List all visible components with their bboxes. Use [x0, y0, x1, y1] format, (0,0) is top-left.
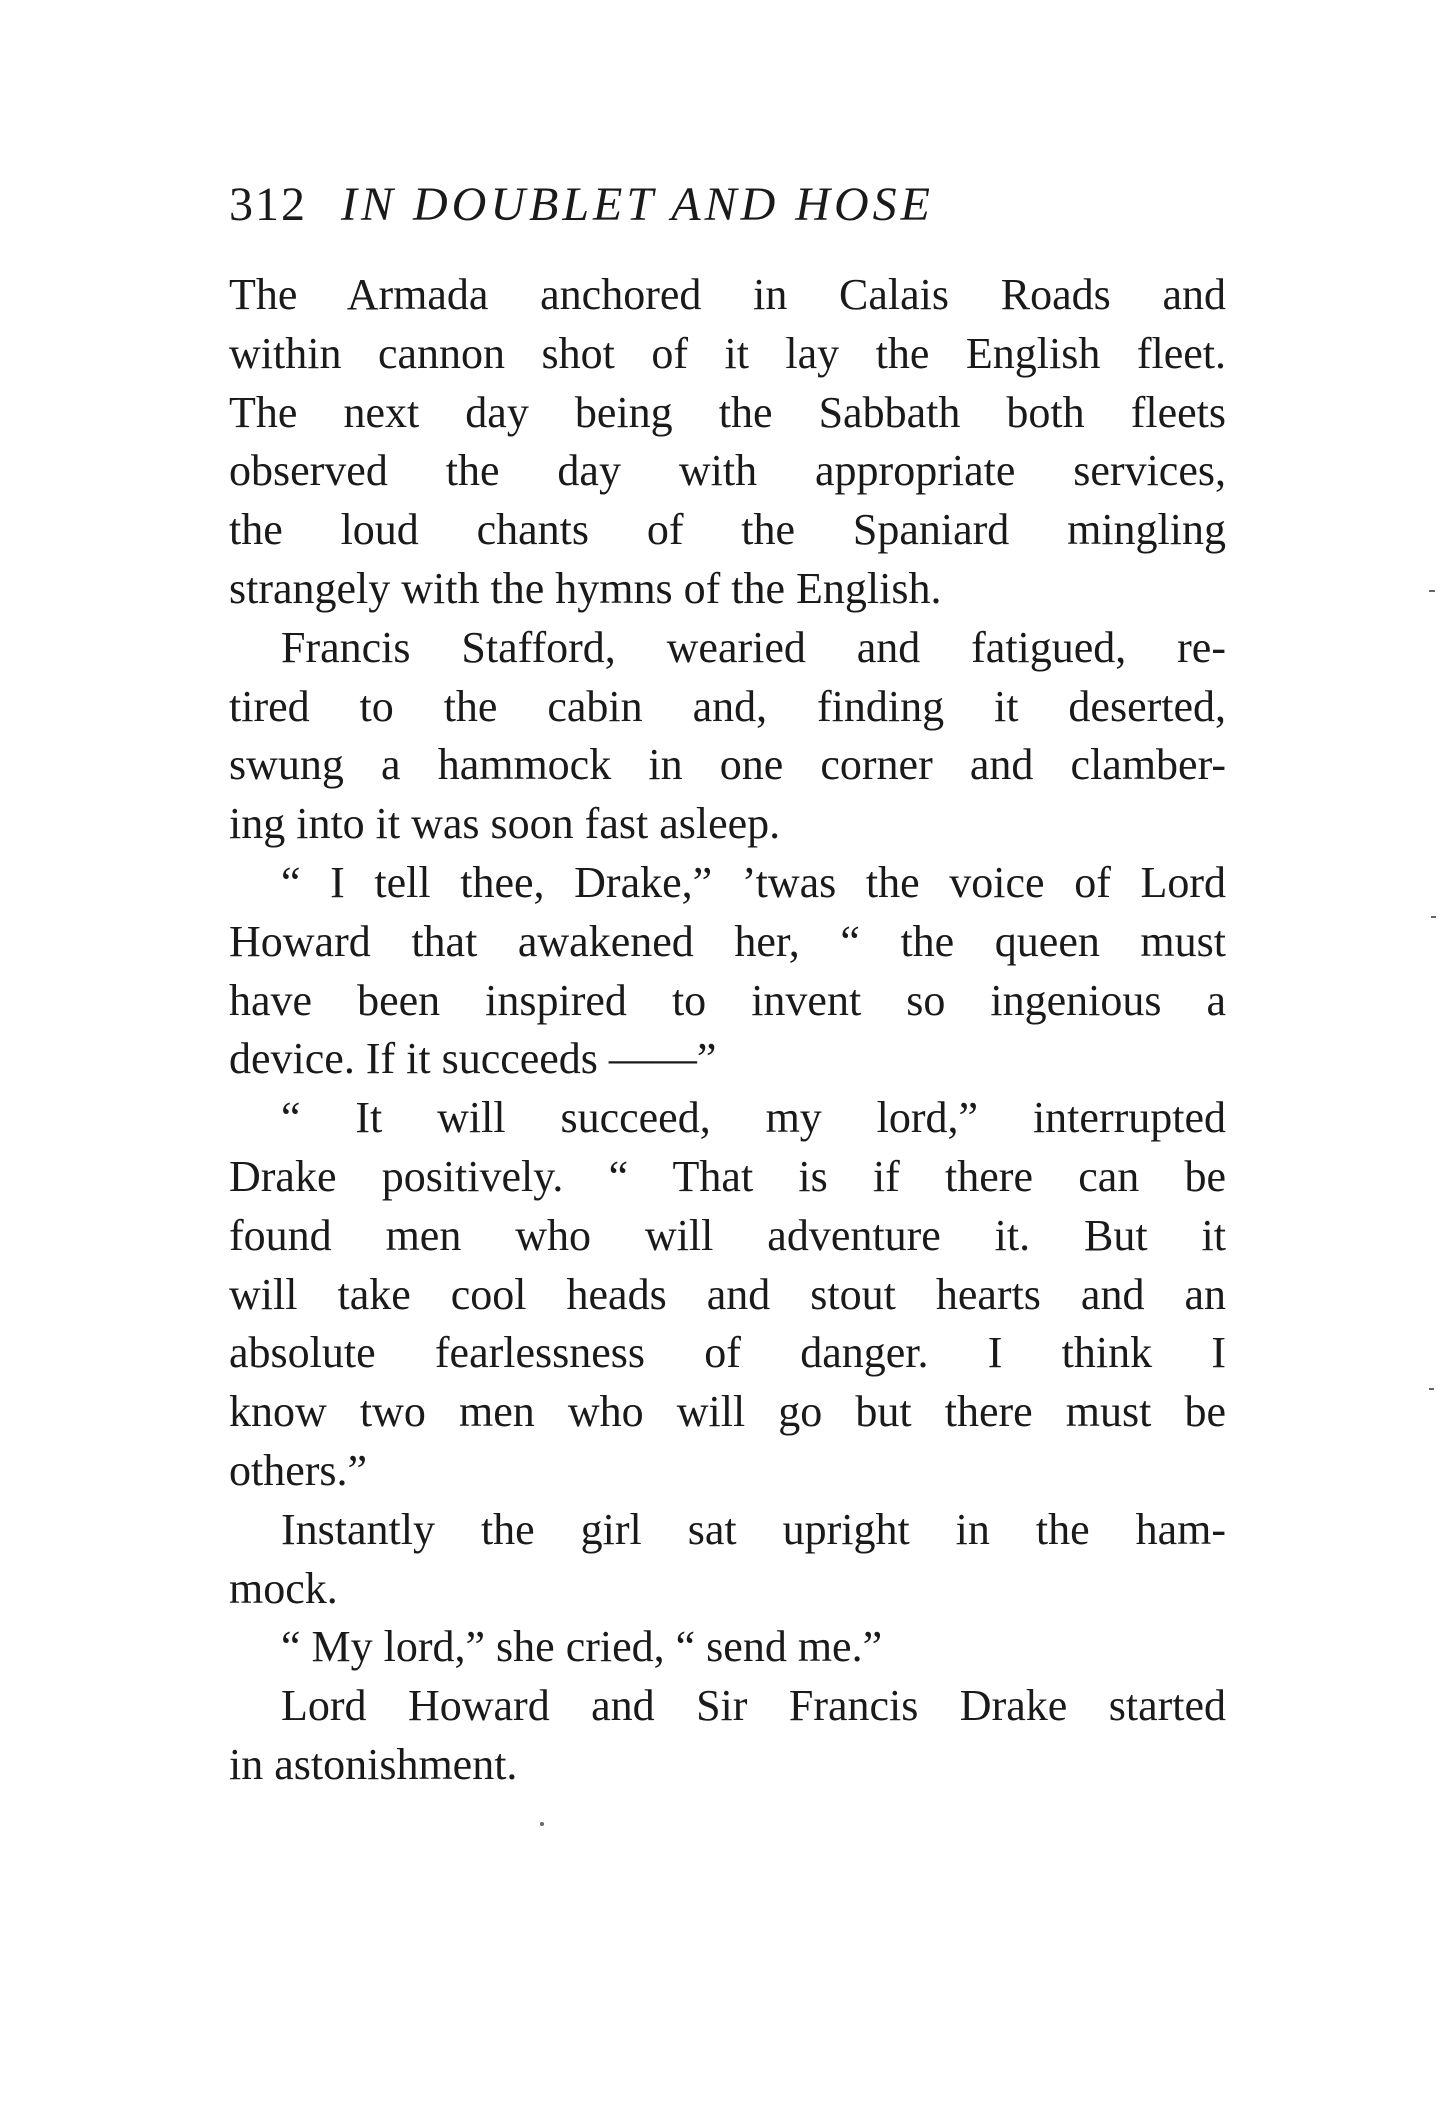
text-line: in astonishment.	[229, 1739, 518, 1789]
text-line: swung a hammock in one corner and clamber-	[229, 740, 1226, 790]
text-line: within cannon shot of it lay the English fleet.	[229, 328, 1226, 378]
text-line: absolute fearlessness of danger. I think I	[229, 1328, 1226, 1378]
body-text	[229, 266, 1226, 1795]
text-line: “ I tell thee, Drake,” ’twas the voice of Lord	[281, 857, 1226, 907]
text-line: ing into it was soon fast asleep.	[229, 799, 781, 849]
text-line: The next day being the Sabbath both fleets	[229, 387, 1226, 437]
text-line: The Armada anchored in Calais Roads and	[229, 270, 1226, 319]
scan-speck	[540, 1822, 544, 1826]
text-line: others.”	[229, 1445, 368, 1495]
text-line: mock.	[229, 1563, 338, 1613]
running-title: IN DOUBLET AND HOSE	[341, 178, 934, 231]
scan-speck	[1431, 916, 1436, 918]
text-line: device. If it succeeds ——”	[229, 1034, 717, 1084]
text-line: Lord Howard and Sir Francis Drake started	[281, 1681, 1226, 1731]
text-line: Drake positively. “ That is if there can be	[229, 1151, 1226, 1201]
text-line: the loud chants of the Spaniard mingling	[229, 505, 1226, 555]
text-line: tired to the cabin and, finding it deserted,	[229, 681, 1226, 731]
text-line: “ My lord,” she cried, “ send me.”	[281, 1622, 883, 1672]
running-head	[229, 170, 1229, 240]
page-number: 312	[229, 178, 307, 231]
text-line: Howard that awakened her, “ the queen must	[229, 916, 1226, 966]
text-line: Instantly the girl sat upright in the ham-	[281, 1504, 1226, 1554]
scan-speck	[1429, 590, 1435, 592]
scan-speck	[1429, 1388, 1434, 1390]
text-line: “ It will succeed, my lord,” interrupted	[281, 1093, 1226, 1143]
text-line: know two men who will go but there must be	[229, 1387, 1226, 1437]
text-line: Francis Stafford, wearied and fatigued, re-	[281, 622, 1226, 672]
text-line: strangely with the hymns of the English.	[229, 563, 942, 613]
text-line: have been inspired to invent so ingenious a	[229, 975, 1226, 1025]
text-line: will take cool heads and stout hearts and an	[229, 1269, 1226, 1319]
text-line: found men who will adventure it. But it	[229, 1210, 1226, 1260]
text-line: observed the day with appropriate services,	[229, 446, 1226, 496]
